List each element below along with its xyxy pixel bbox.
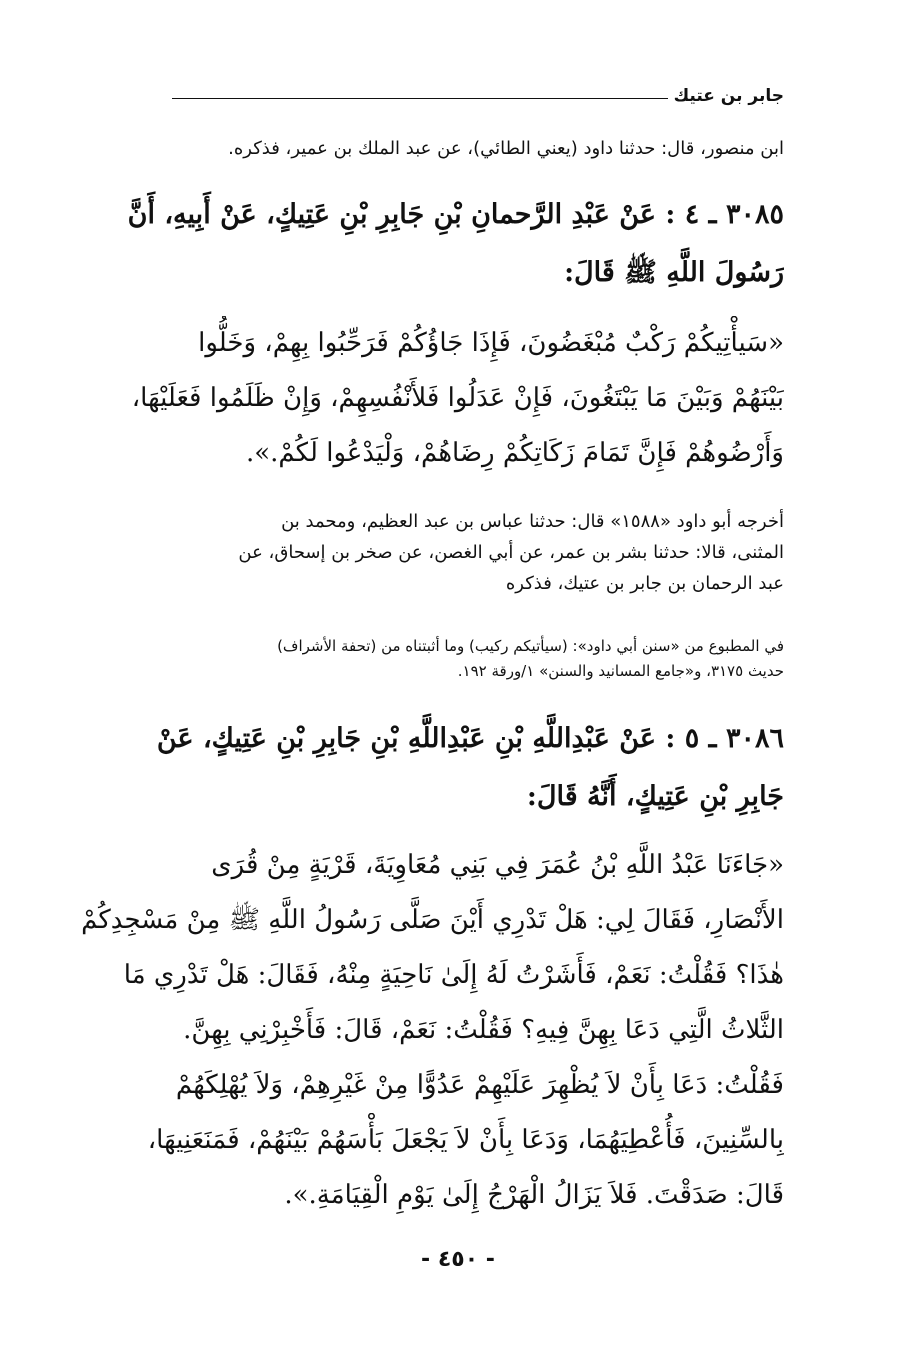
text-line: بَيْنَهُمْ وَبَيْنَ مَا يَبْتَغُونَ، فَإِنْ عَدَلُوا فَلأَنْفُسِهِمْ، وَإِنْ ظَلَمُوا فَعَلَيْهَا، <box>131 383 784 413</box>
text-line: الثَّلاثُ الَّتِي دَعَا بِهِنَّ فِيهِ؟ فَقُلْتُ: نَعَمْ، قَالَ: فَأَخْبِرْنِي بِهِنَّ. <box>183 1015 784 1045</box>
text-line: «جَاءَنَا عَبْدُ اللَّهِ بْنُ عُمَرَ فِي بَنِي مُعَاوِيَةَ، قَرْيَةٍ مِنْ قُرَى <box>211 850 784 880</box>
intro-line: ابن منصور، قال: حدثنا داود (يعني الطائي)، عن عبد الملك بن عمير، فذكره. <box>228 138 784 159</box>
heading-line: ٣٠٨٦ ـ ٥ : عَنْ عَبْدِاللَّهِ بْنِ عَبْدِاللَّهِ بْنِ جَابِرِ بْنِ عَتِيكٍ، عَنْ <box>156 723 784 754</box>
text-line: «سَيأْتِيكُمْ رَكْبٌ مُبْغَضُونَ، فَإِذَا جَاؤُكُمْ فَرَحِّبُوا بِهِمْ، وَخَلُّوا <box>198 328 784 358</box>
text-line: هٰذَا؟ فَقُلْتُ: نَعَمْ، فَأَشَرْتُ لَهُ إِلَىٰ نَاحِيَةٍ مِنْهُ، فَقَالَ: هَلْ تَدْرِي مَا <box>123 960 784 990</box>
heading-line: ٣٠٨٥ ـ ٤ : عَنْ عَبْدِ الرَّحمانِ بْنِ جَابِرِ بْنِ عَتِيكٍ، عَنْ أَبِيهِ، أَنَّ <box>127 199 784 230</box>
heading-line: جَابِرِ بْنِ عَتِيكٍ، أَنَّهُ قَالَ: <box>526 781 784 812</box>
text-line: بِالسِّنِينَ، فَأُعْطِيَهُمَا، وَدَعَا بِأَنْ لاَ يَجْعَلَ بَأْسَهُمْ بَيْنَهُمْ، فَمَنَعَنِيهَا، <box>147 1125 784 1155</box>
hadith-text <box>70 838 784 1223</box>
text-line: وَأَرْضُوهُمْ فَإِنَّ تَمَامَ زَكَاتِكُمْ رِضَاهُمْ، وَلْيَدْعُوا لَكُمْ.». <box>245 438 784 468</box>
hadith-heading <box>70 186 784 302</box>
hadith-heading <box>70 710 784 826</box>
footnote-line: في المطبوع من «سنن أبي داود»: (سيأتيكم ركيب) وما أثبتناه من (تحفة الأشراف) <box>277 637 784 655</box>
hadith-text <box>70 316 784 481</box>
running-header <box>172 86 784 106</box>
footnote-line: حديث ٣١٧٥، و«جامع المسانيد والسنن» ١/ورقة ١٩٢. <box>457 662 784 680</box>
footnote <box>70 634 784 684</box>
page-number: - ٤٥٠ - <box>421 1247 495 1272</box>
running-title: جابر بن عتيك <box>673 86 784 106</box>
text-line: الأَنْصَارِ، فَقَالَ لِي: هَلْ تَدْرِي أَيْنَ صَلَّى رَسُولُ اللَّهِ ﷺ مِنْ مَسْجِدِكُمْ <box>81 905 784 935</box>
takhrij-line: المثنى، قالا: حدثنا بشر بن عمر، عن أبي الغصن، عن صخر بن إسحاق، عن <box>238 542 784 563</box>
header-rule <box>172 98 668 99</box>
text-line: فَقُلْتُ: دَعَا بِأَنْ لاَ يُظْهِرَ عَلَيْهِمْ عَدُوًّا مِنْ غَيْرِهِمْ، وَلاَ يُهْلِكَهُمْ <box>175 1070 784 1100</box>
heading-line: رَسُولَ اللَّهِ ﷺ قَالَ: <box>564 257 784 288</box>
takhrij-line: أخرجه أبو داود «١٥٨٨» قال: حدثنا عباس بن عبد العظيم، ومحمد بن <box>281 511 784 532</box>
takhrij-paragraph <box>70 506 784 599</box>
takhrij-line: عبد الرحمان بن جابر بن عتيك، فذكره <box>505 573 784 594</box>
text-line: قَالَ: صَدَقْتَ. فَلاَ يَزَالُ الْهَرْجُ إِلَىٰ يَوْمِ الْقِيَامَةِ.». <box>284 1180 784 1210</box>
intro-paragraph <box>98 138 784 159</box>
